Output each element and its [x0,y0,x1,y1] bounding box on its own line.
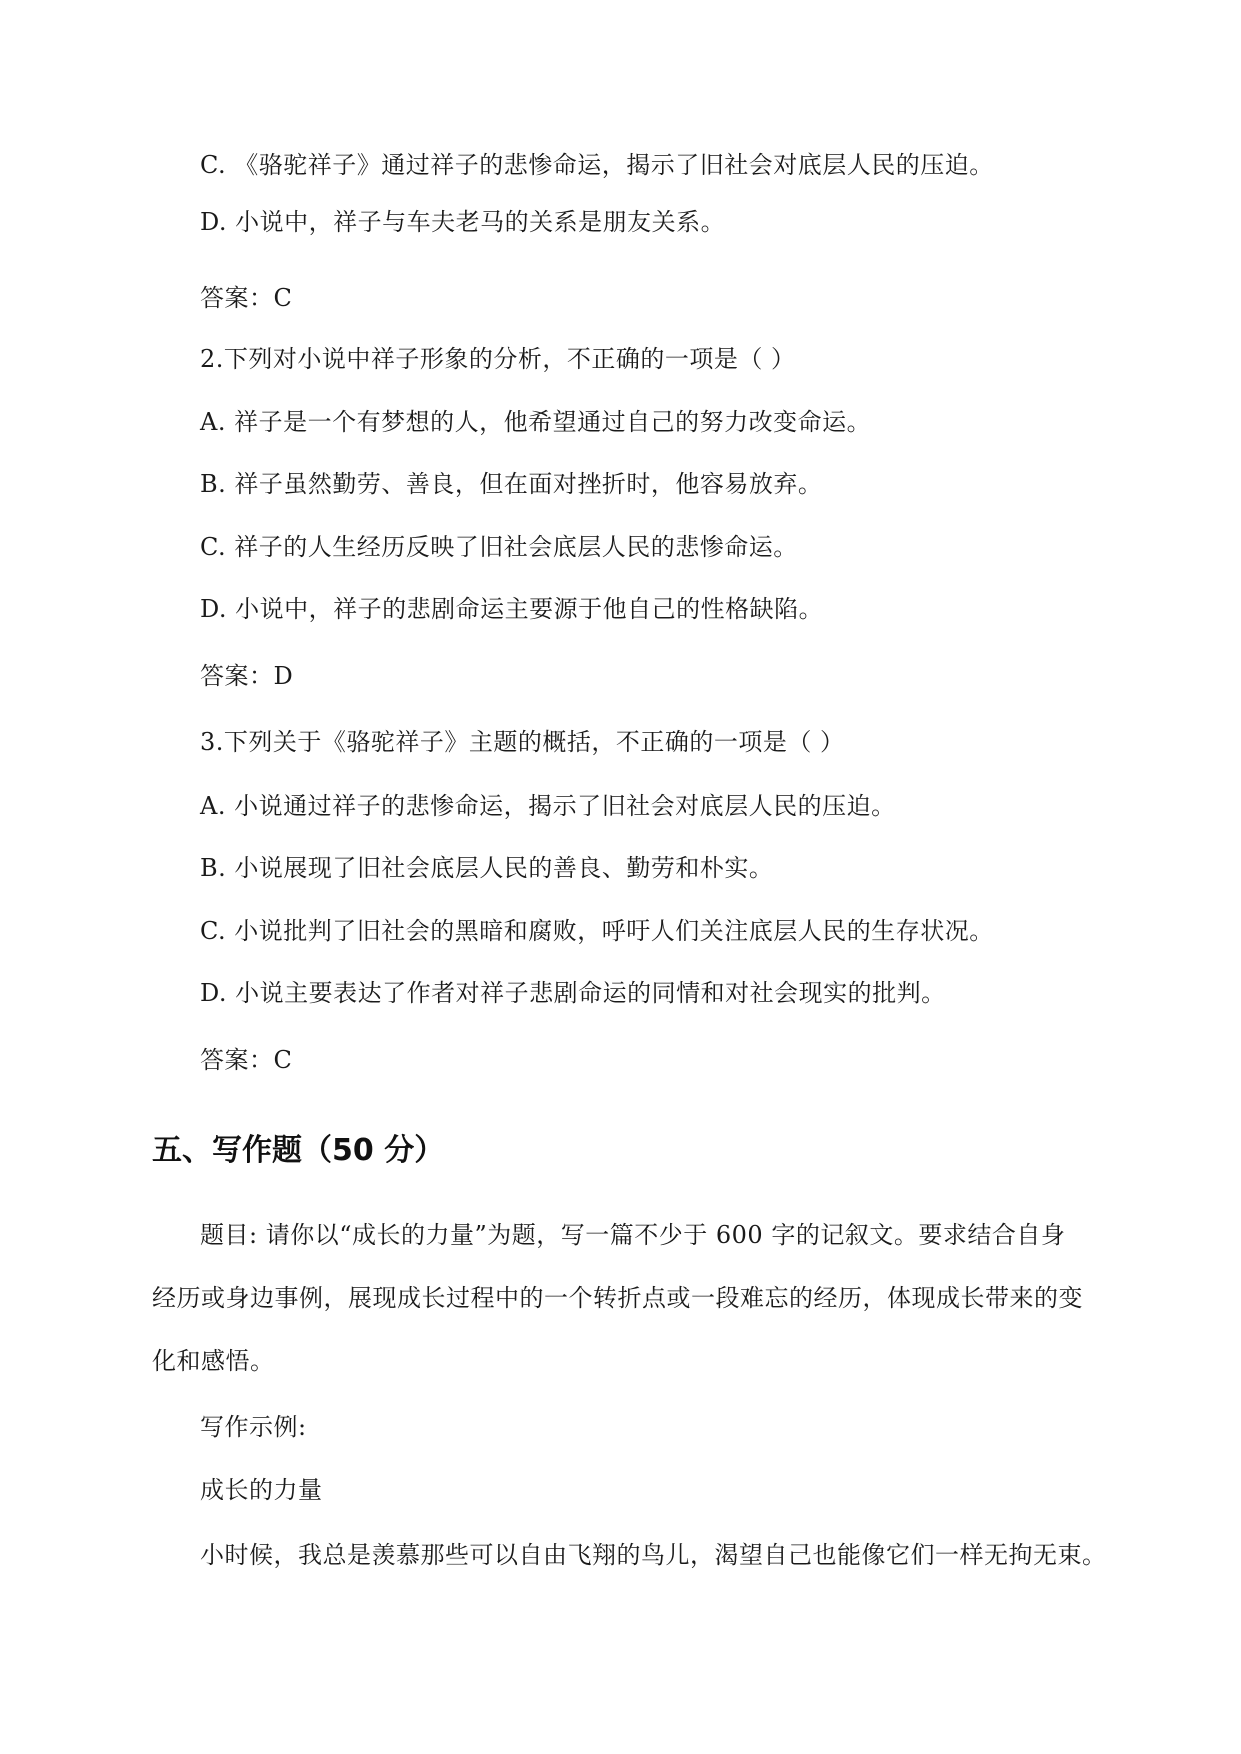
q3-option-c: C. 小说批判了旧社会的黑暗和腐败，呼吁人们关注底层人民的生存状况。 [200,917,994,945]
q2-question: 2.下列对小说中祥子形象的分析，不正确的一项是（ ） [200,345,796,373]
section-heading: 五、写作题（50 分） [152,1133,445,1168]
q2-option-a: A. 祥子是一个有梦想的人，他希望通过自己的努力改变命运。 [200,408,872,436]
q2-option-c: C. 祥子的人生经历反映了旧社会底层人民的悲惨命运。 [200,533,798,561]
writing-prompt-line-1: 题目: 请你以“成长的力量”为题，写一篇不少于 600 字的记叙文。要求结合自身 [200,1221,1066,1249]
q2-option-b: B. 祥子虽然勤劳、善良，但在面对挫折时，他容易放弃。 [200,470,823,498]
q3-answer: 答案：C [200,1046,293,1074]
q2-option-d: D. 小说中，祥子的悲剧命运主要源于他自己的性格缺陷。 [200,595,824,623]
q3-option-a: A. 小说通过祥子的悲惨命运，揭示了旧社会对底层人民的压迫。 [200,792,896,820]
q3-option-b: B. 小说展现了旧社会底层人民的善良、勤劳和朴实。 [200,854,774,882]
writing-prompt-line-2: 经历或身边事例，展现成长过程中的一个转折点或一段难忘的经历，体现成长带来的变 [152,1284,1083,1312]
example-title: 成长的力量 [200,1476,323,1504]
q3-question: 3.下列关于《骆驼祥子》主题的概括，不正确的一项是（ ） [200,728,845,756]
example-label: 写作示例: [200,1413,307,1441]
q3-option-d: D. 小说主要表达了作者对祥子悲剧命运的同情和对社会现实的批判。 [200,979,946,1007]
q1-answer: 答案：C [200,284,293,312]
writing-prompt-line-3: 化和感悟。 [152,1347,275,1375]
q1-option-d: D. 小说中，祥子与车夫老马的关系是朋友关系。 [200,208,726,236]
q2-answer: 答案：D [200,662,294,690]
example-body-line-1: 小时候，我总是羡慕那些可以自由飞翔的鸟儿，渴望自己也能像它们一样无拘无束。 [200,1541,1107,1569]
q1-option-c: C. 《骆驼祥子》通过祥子的悲惨命运，揭示了旧社会对底层人民的压迫。 [200,151,994,179]
